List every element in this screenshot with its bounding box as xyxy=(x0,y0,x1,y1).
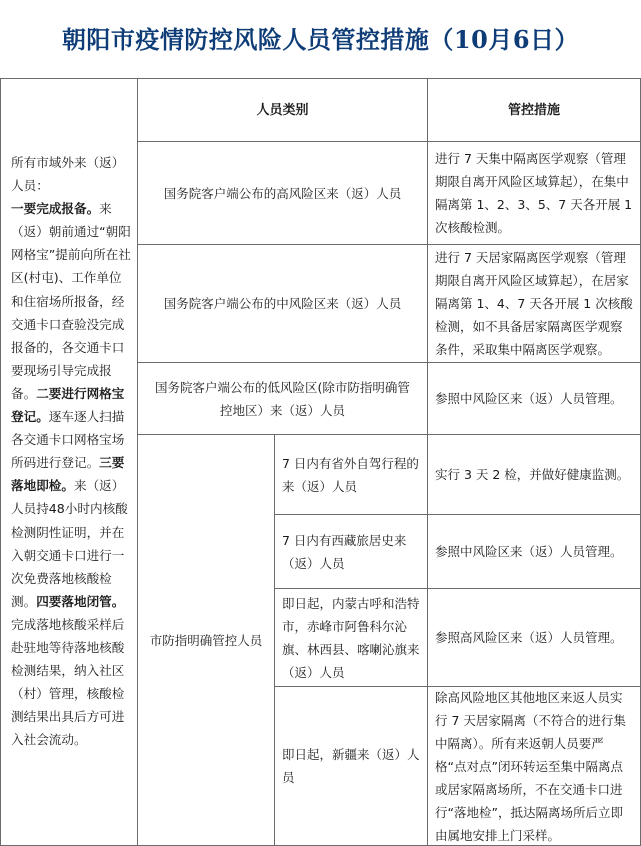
subrow-3-category xyxy=(274,588,428,687)
header-measures-label: 管控措施 xyxy=(507,102,560,118)
header-category-label: 人员类别 xyxy=(256,102,309,118)
header-measures xyxy=(427,78,641,142)
requirement-4-text: 完成落地核酸采样后赴驻地等待落地核酸检测结果，纳入社区（村）管理，核酸检测结果出具后方可进入社会流动。 xyxy=(11,616,125,748)
subrow-4-measure-text: 除高风险地区其他地区来返人员实行 7 天居家隔离（不符合的进行集中隔离）。所有来返朝人员要严格“点对点”闭环转运至集中隔离点或居家隔离场所，不在交通卡口进行“落地检”，抵达隔离场所后立即由属地安排上门采样。 xyxy=(435,689,626,843)
group-label-cell xyxy=(137,434,275,846)
row-1-category xyxy=(137,141,428,245)
requirement-2-text: 逐车逐人扫描各交通卡口网格宝场所码进行登记。 xyxy=(11,409,125,471)
subrow-2-measure-text: 参照中风险区来（返）人员管理。 xyxy=(435,544,623,559)
row-3-measure-text: 参照中风险区来（返）人员管理。 xyxy=(435,391,623,406)
group-label: 市防指明确管控人员 xyxy=(149,632,263,648)
document-title: 朝阳市疫情防控风险人员管控措施（10月6日） xyxy=(61,24,580,54)
row-1-measure-text: 进行 7 天集中隔离医学观察（管理期限自离开风险区域算起），在集中隔离第 1、2、3、5、7 天各开展 1 次核酸检测。 xyxy=(435,151,633,235)
header-category xyxy=(137,78,428,142)
requirement-1-text: 来（返）朝前通过“朝阳网格宝”提前向所在社区(村屯)、工作单位和住宿场所报备，经交通卡口查验没完成报备的，各交通卡口要现场引导完成报备。 xyxy=(11,201,131,401)
requirement-3-text: 来（返）人员持48小时内核酸检测阴性证明，并在入朝交通卡口进行一次免费落地核酸检测。 xyxy=(11,478,128,609)
row-3-category xyxy=(137,362,428,435)
row-2-category xyxy=(137,244,428,363)
intro-text: 所有市域外来（返）人员： xyxy=(11,155,125,194)
subrow-3-measure-text: 参照高风险区来（返）人员管理。 xyxy=(435,630,623,645)
row-2-category-text: 国务院客户端公布的中风险区来（返）人员 xyxy=(163,296,402,311)
requirement-3-title: 三要落地即检。 xyxy=(11,455,125,494)
control-measures-table xyxy=(0,74,641,846)
requirement-4-title: 四要落地闭管。 xyxy=(36,593,125,609)
row-2-measure-text: 进行 7 天居家隔离医学观察（管理期限自离开风险区域算起），在居家隔离第 1、4、7 天各开展 1 次核酸检测，如不具备居家隔离医学观察条件，采取集中隔离医学观察。 xyxy=(435,250,633,357)
requirement-2-title: 二要进行网格宝登记。 xyxy=(11,385,125,425)
row-3-measure xyxy=(427,362,641,435)
subrow-2-measure xyxy=(427,514,641,589)
row-3-category-text: 国务院客户端公布的低风险区(除市防指明确管控地区）来（返）人员 xyxy=(155,379,410,418)
subrow-4-measure xyxy=(427,686,641,846)
row-1-category-text: 国务院客户端公布的高风险区来（返）人员 xyxy=(163,185,402,201)
row-2-measure xyxy=(427,244,641,363)
subrow-2-category-text: 7 日内有西藏旅居史来（返）人员 xyxy=(282,532,407,571)
subrow-3-measure xyxy=(427,588,641,687)
subrow-1-measure xyxy=(427,434,641,515)
row-1-measure xyxy=(427,141,641,245)
subrow-1-category-text: 7 日内有省外自驾行程的来（返）人员 xyxy=(282,455,419,494)
subrow-1-category xyxy=(274,434,428,515)
subrow-4-category xyxy=(274,686,428,846)
left-column-requirements xyxy=(0,78,138,846)
subrow-1-measure-text: 实行 3 天 2 检，并做好健康监测。 xyxy=(435,467,630,482)
subrow-3-category-text: 即日起，内蒙古呼和浩特市，赤峰市阿鲁科尔沁旗、林西县、喀喇沁旗来（返）人员 xyxy=(282,595,420,680)
subrow-4-category-text: 即日起，新疆来（返）人员 xyxy=(282,747,420,785)
requirement-1-title: 一要完成报备。 xyxy=(11,201,100,217)
subrow-2-category xyxy=(274,514,428,589)
